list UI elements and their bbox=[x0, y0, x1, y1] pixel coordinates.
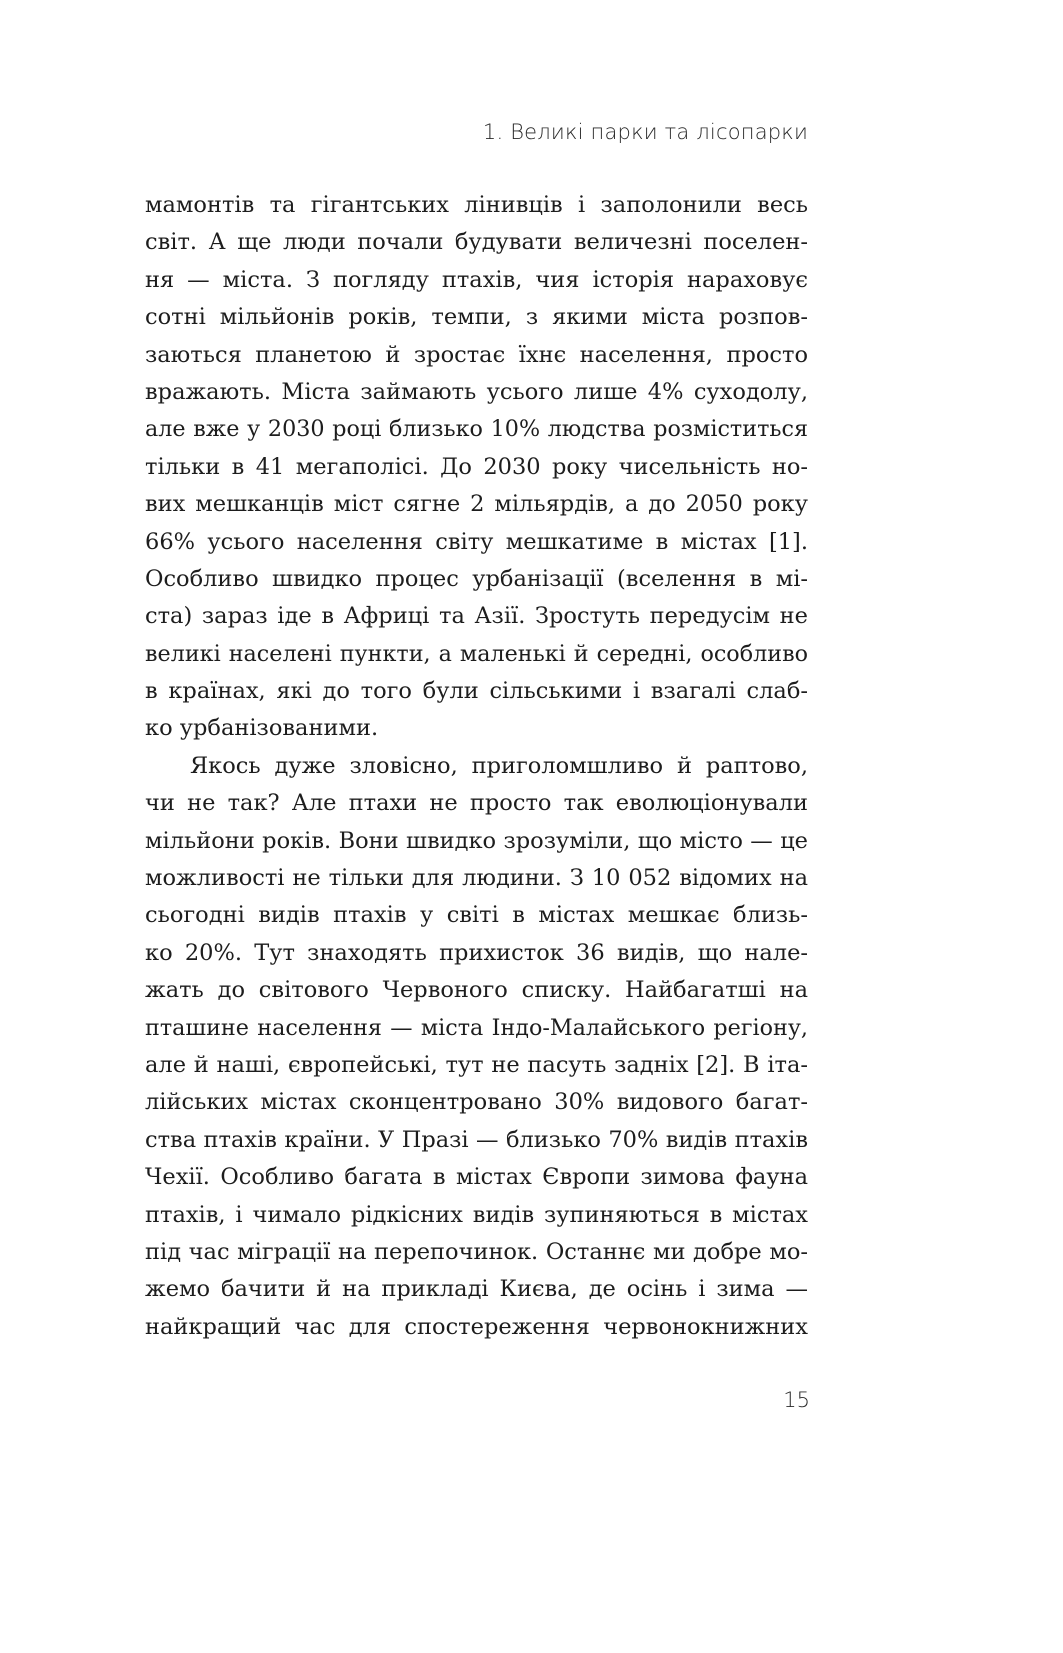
text-line: ня — міста. З погляду птахів, чия історія нараховує bbox=[145, 266, 808, 293]
text-line: в країнах, які до того були сільськими і взагалі слаб- bbox=[145, 678, 808, 705]
text-line: заються планетою й зростає їхнє населення, просто bbox=[145, 341, 808, 368]
text-line: сьогодні видів птахів у світі в містах мешкає близь- bbox=[145, 902, 808, 929]
text-line: вражають. Міста займають усього лише 4% суходолу, bbox=[145, 378, 808, 405]
paragraph-2 bbox=[145, 748, 808, 1346]
text-line: лійських містах сконцентровано 30% видового багат- bbox=[145, 1089, 808, 1116]
page-number: 15 bbox=[783, 1388, 810, 1412]
text-line: великі населені пункти, а маленькі й середні, особливо bbox=[145, 640, 808, 667]
text-line: ства птахів країни. У Празі — близько 70% видів птахів bbox=[145, 1126, 808, 1153]
text-line: чи не так? Але птахи не просто так еволюціонували bbox=[145, 790, 808, 817]
text-line: тільки в 41 мегаполісі. До 2030 року чисельність но- bbox=[145, 453, 808, 480]
text-line: мамонтів та гігантських лінивців і заполонили весь bbox=[145, 192, 808, 218]
text-line: жемо бачити й на прикладі Києва, де осінь і зима — bbox=[145, 1276, 808, 1303]
paragraph-1 bbox=[145, 187, 808, 748]
body-text bbox=[145, 187, 808, 1346]
text-line: Якось дуже зловісно, приголомшливо й раптово, bbox=[190, 752, 808, 779]
text-line: пташине населення — міста Індо-Малайського регіону, bbox=[145, 1014, 808, 1041]
text-line: світ. А ще люди почали будувати величезні поселен- bbox=[145, 229, 808, 256]
text-line: але вже у 2030 році близько 10% людства розміститься bbox=[145, 416, 808, 443]
text-line: але й наші, європейські, тут не пасуть задніх [2]. В іта- bbox=[145, 1051, 808, 1078]
text-line: сотні мільйонів років, темпи, з якими міста розпов- bbox=[145, 304, 808, 331]
text-line: під час міграції на перепочинок. Останнє ми добре мо- bbox=[145, 1238, 808, 1265]
text-line: вих мешканців міст сягне 2 мільярдів, а до 2050 року bbox=[145, 491, 808, 518]
text-line: жать до світового Червоного списку. Найбагатші на bbox=[145, 977, 808, 1004]
running-header: 1. Великі парки та лісопарки bbox=[482, 120, 808, 144]
text-line: ко урбанізованими. bbox=[145, 715, 379, 742]
text-line: найкращий час для спостереження червонокнижних bbox=[145, 1313, 808, 1340]
text-line: мільйони років. Вони швидко зрозуміли, що місто — це bbox=[145, 827, 808, 854]
text-line: Чехії. Особливо багата в містах Європи зимова фауна bbox=[145, 1164, 808, 1191]
text-line: можливості не тільки для людини. З 10 052 відомих на bbox=[145, 865, 808, 892]
text-line: ко 20%. Тут знаходять прихисток 36 видів, що нале- bbox=[145, 939, 808, 966]
text-line: 66% усього населення світу мешкатиме в містах [1]. bbox=[145, 528, 808, 555]
text-line: ста) зараз іде в Африці та Азії. Зростуть передусім не bbox=[145, 603, 808, 630]
text-line: птахів, і чимало рідкісних видів зупиняються в містах bbox=[145, 1201, 808, 1228]
text-line: Особливо швидко процес урбанізації (вселення в мі- bbox=[145, 565, 808, 592]
